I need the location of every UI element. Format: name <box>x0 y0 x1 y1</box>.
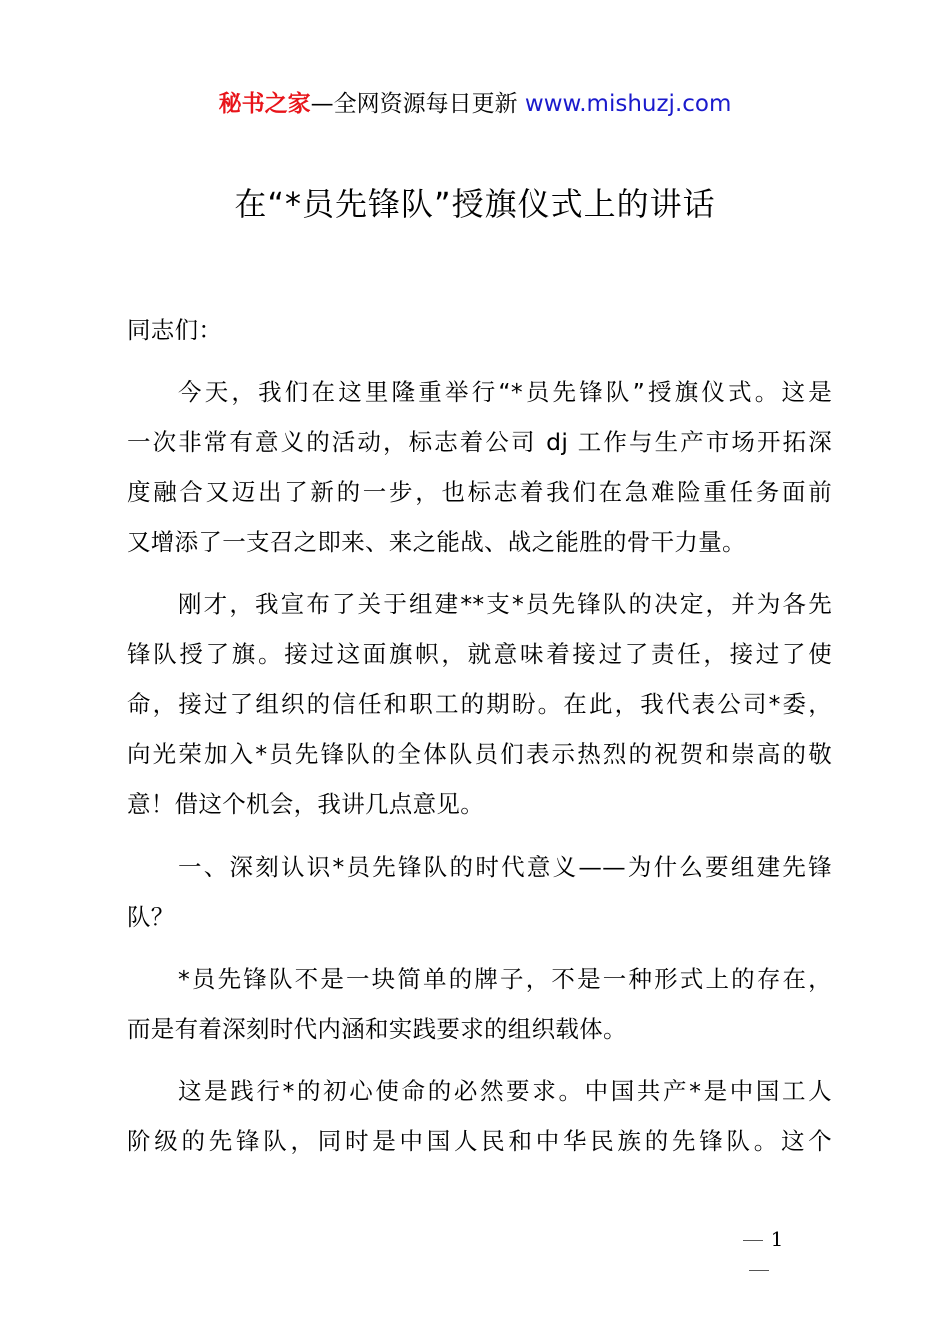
paragraph-line: 而是有着深刻时代内涵和实践要求的组织载体。 <box>127 1015 627 1043</box>
header-dash: — <box>310 91 334 117</box>
site-header <box>0 88 950 120</box>
paragraph-line: 锋队授了旗。接过这面旗帜，就意味着接过了责任，接过了使 <box>127 640 832 668</box>
page-number-dash-left <box>743 1240 763 1241</box>
paragraph-line: 命，接过了组织的信任和职工的期盼。在此，我代表公司*委， <box>127 690 832 718</box>
paragraph-line: 向光荣加入*员先锋队的全体队员们表示热烈的祝贺和崇高的敬 <box>127 740 832 768</box>
brand-name: 秘书之家 <box>218 91 311 117</box>
paragraph-line: 度融合又迈出了新的一步，也标志着我们在急难险重任务面前 <box>127 478 832 506</box>
page-title: 在“*员先锋队”授旗仪式上的讲话 <box>234 185 716 223</box>
greeting: 同志们： <box>127 316 223 344</box>
section-heading-line: 一、深刻认识*员先锋队的时代意义——为什么要组建先锋 <box>178 853 832 881</box>
paragraph-line: 阶级的先锋队，同时是中国人民和中华民族的先锋队。这个 <box>127 1127 832 1155</box>
paragraph-line: 意！借这个机会，我讲几点意见。 <box>127 790 484 818</box>
section-heading-line: 队？ <box>127 903 175 931</box>
paragraph-line: 这是践行*的初心使命的必然要求。中国共产*是中国工人 <box>178 1077 832 1105</box>
paragraph-line: 一次非常有意义的活动，标志着公司 dj 工作与生产市场开拓深 <box>127 428 832 456</box>
paragraph-line: *员先锋队不是一块简单的牌子，不是一种形式上的存在， <box>178 965 832 993</box>
page-number-value: 1 <box>770 1227 784 1251</box>
site-link[interactable]: www.mishuzj.com <box>524 91 732 117</box>
paragraph-line: 今天，我们在这里隆重举行“*员先锋队”授旗仪式。这是 <box>178 378 832 406</box>
paragraph-line: 又增添了一支召之即来、来之能战、战之能胜的骨干力量。 <box>127 528 746 556</box>
page-number-dash-right <box>749 1270 769 1271</box>
paragraph-line: 刚才，我宣布了关于组建**支*员先锋队的决定，并为各先 <box>178 590 832 618</box>
page-number <box>718 1224 800 1284</box>
header-tagline: 全网资源每日更新 <box>333 91 518 117</box>
